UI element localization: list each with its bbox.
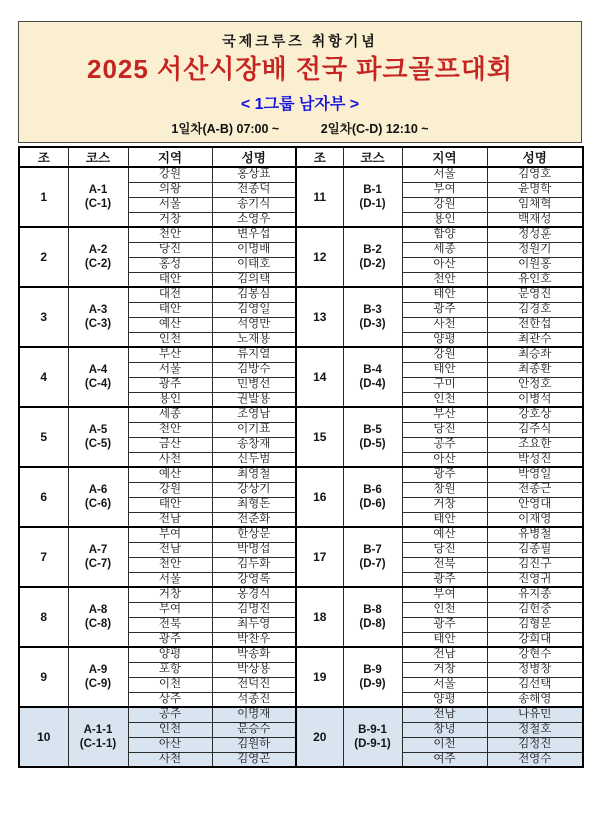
course-day2: (D-9-1) [354, 738, 391, 750]
course-day2: (C-8) [84, 618, 112, 630]
player-name-cell: 이원홍 [487, 257, 583, 272]
player-name-cell: 정성훈 [487, 227, 583, 242]
group-number-cell: 4 [19, 347, 68, 407]
region-cell: 전북 [128, 617, 212, 632]
region-cell: 당진 [128, 242, 212, 257]
group-number-cell: 11 [296, 167, 343, 227]
region-cell: 홍성 [128, 257, 212, 272]
player-name-cell: 권발용 [212, 392, 296, 407]
course-day1: A-8 [88, 604, 108, 616]
player-name-cell: 박영일 [487, 467, 583, 482]
player-name-cell: 이재영 [487, 512, 583, 527]
group-number-cell: 5 [19, 407, 68, 467]
course-day1: A-1 [88, 184, 108, 196]
column-header: 지역 [128, 147, 212, 167]
player-name-cell: 전영수 [487, 752, 583, 767]
course-day2: (D-9) [359, 678, 386, 690]
region-cell: 당진 [402, 542, 487, 557]
column-header: 조 [19, 147, 68, 167]
player-name-cell: 조영남 [212, 407, 296, 422]
region-cell: 양평 [402, 332, 487, 347]
course-day1: B-4 [363, 364, 382, 376]
player-name-cell: 임채혁 [487, 197, 583, 212]
player-name-cell: 김영곤 [212, 752, 296, 767]
group-number-cell: 18 [296, 587, 343, 647]
player-name-cell: 문승수 [212, 722, 296, 737]
player-name-cell: 김의택 [212, 272, 296, 287]
region-cell: 인천 [402, 392, 487, 407]
player-name-cell: 석종진 [212, 692, 296, 707]
player-name-cell: 박명섭 [212, 542, 296, 557]
region-cell: 부산 [402, 407, 487, 422]
course-day1: B-7 [363, 544, 382, 556]
region-cell: 예산 [128, 467, 212, 482]
course-day1: B-6 [363, 484, 382, 496]
region-cell: 의왕 [128, 182, 212, 197]
player-name-cell: 송창재 [212, 437, 296, 452]
group-number-cell: 17 [296, 527, 343, 587]
course-day2: (C-7) [84, 558, 112, 570]
player-name-cell: 전준화 [212, 512, 296, 527]
course-day1: A-3 [88, 304, 108, 316]
region-cell: 천안 [402, 272, 487, 287]
region-cell: 서울 [128, 362, 212, 377]
region-cell: 서울 [402, 167, 487, 182]
player-name-cell: 유지종 [487, 587, 583, 602]
region-cell: 용인 [402, 212, 487, 227]
player-name-cell: 이명배 [212, 242, 296, 257]
region-cell: 예산 [128, 317, 212, 332]
player-name-cell: 한상문 [212, 527, 296, 542]
region-cell: 구미 [402, 377, 487, 392]
course-cell [68, 647, 128, 707]
player-name-cell: 김헌중 [487, 602, 583, 617]
roster-table-head [19, 147, 583, 167]
table-row [19, 407, 583, 422]
region-cell: 창녕 [402, 722, 487, 737]
region-cell: 아산 [402, 257, 487, 272]
player-name-cell: 옹경식 [212, 587, 296, 602]
course-day1: A-2 [88, 244, 108, 256]
course-cell [343, 467, 402, 527]
region-cell: 천안 [128, 422, 212, 437]
player-name-cell: 민병선 [212, 377, 296, 392]
region-cell: 아산 [402, 452, 487, 467]
region-cell: 대전 [128, 287, 212, 302]
player-name-cell: 소영우 [212, 212, 296, 227]
region-cell: 서울 [128, 572, 212, 587]
region-cell: 포항 [128, 662, 212, 677]
player-name-cell: 김선택 [487, 677, 583, 692]
region-cell: 인천 [402, 602, 487, 617]
table-row [19, 227, 583, 242]
player-name-cell: 김봉심 [212, 287, 296, 302]
course-day1: B-3 [363, 304, 382, 316]
group-number-cell: 20 [296, 707, 343, 767]
region-cell: 인천 [128, 332, 212, 347]
region-cell: 강원 [128, 482, 212, 497]
course-day2: (D-2) [359, 258, 386, 270]
region-cell: 거창 [128, 587, 212, 602]
table-row [19, 167, 583, 182]
player-name-cell: 윤명학 [487, 182, 583, 197]
player-name-cell: 김원하 [212, 737, 296, 752]
course-cell [343, 347, 402, 407]
player-name-cell: 최종환 [487, 362, 583, 377]
course-day1: B-5 [363, 424, 382, 436]
player-name-cell: 김정진 [487, 737, 583, 752]
course-cell [68, 287, 128, 347]
region-cell: 광주 [402, 302, 487, 317]
table-row [19, 347, 583, 362]
course-day1: A-1-1 [83, 724, 113, 736]
course-day1: A-6 [88, 484, 108, 496]
player-name-cell: 박상용 [212, 662, 296, 677]
player-name-cell: 강희대 [487, 632, 583, 647]
region-cell: 태안 [128, 497, 212, 512]
player-name-cell: 정원기 [487, 242, 583, 257]
player-name-cell: 이명재 [212, 707, 296, 722]
group-number-cell: 3 [19, 287, 68, 347]
table-row [19, 647, 583, 662]
course-day2: (D-5) [359, 438, 386, 450]
region-cell: 전남 [128, 512, 212, 527]
region-cell: 강원 [402, 197, 487, 212]
group-number-cell: 7 [19, 527, 68, 587]
event-note: 국제크루즈 취항기념 [222, 33, 378, 49]
column-header: 성명 [487, 147, 583, 167]
player-name-cell: 안영대 [487, 497, 583, 512]
course-cell [343, 407, 402, 467]
player-name-cell: 송해영 [487, 692, 583, 707]
course-day2: (C-3) [84, 318, 112, 330]
region-cell: 당진 [402, 422, 487, 437]
region-cell: 상주 [128, 692, 212, 707]
course-day1: B-1 [363, 184, 382, 196]
player-name-cell: 김명진 [212, 602, 296, 617]
player-name-cell: 류지열 [212, 347, 296, 362]
schedule-day2: 2일차(C-D) 12:10 ~ [320, 121, 429, 136]
region-cell: 광주 [402, 572, 487, 587]
course-day2: (D-1) [359, 198, 386, 210]
region-cell: 양평 [128, 647, 212, 662]
course-day2: (D-8) [359, 618, 386, 630]
player-name-cell: 석영만 [212, 317, 296, 332]
player-name-cell: 유인호 [487, 272, 583, 287]
table-row [19, 707, 583, 722]
player-name-cell: 백재성 [487, 212, 583, 227]
region-cell: 사천 [128, 452, 212, 467]
column-header: 조 [296, 147, 343, 167]
region-cell: 태안 [402, 632, 487, 647]
region-cell: 광주 [402, 467, 487, 482]
player-name-cell: 이기표 [212, 422, 296, 437]
roster-table [18, 146, 584, 768]
region-cell: 서울 [128, 197, 212, 212]
table-row [19, 587, 583, 602]
group-number-cell: 14 [296, 347, 343, 407]
group-number-cell: 9 [19, 647, 68, 707]
region-cell: 세종 [402, 242, 487, 257]
player-name-cell: 나유민 [487, 707, 583, 722]
course-cell [343, 647, 402, 707]
player-name-cell: 김종필 [487, 542, 583, 557]
region-cell: 사천 [128, 752, 212, 767]
region-cell: 광주 [402, 617, 487, 632]
group-number-cell: 19 [296, 647, 343, 707]
course-day1: A-5 [88, 424, 108, 436]
course-day2: (C-1-1) [79, 738, 117, 750]
course-cell [68, 227, 128, 287]
player-name-cell: 김진구 [487, 557, 583, 572]
course-cell [68, 467, 128, 527]
player-name-cell: 이병석 [487, 392, 583, 407]
course-day1: A-9 [88, 664, 108, 676]
player-name-cell: 강현수 [487, 647, 583, 662]
player-name-cell: 김영호 [487, 167, 583, 182]
region-cell: 천안 [128, 557, 212, 572]
column-header: 코스 [343, 147, 402, 167]
course-day1: B-8 [363, 604, 382, 616]
region-cell: 부여 [128, 527, 212, 542]
region-cell: 태안 [128, 302, 212, 317]
course-day2: (C-9) [84, 678, 112, 690]
player-name-cell: 신두범 [212, 452, 296, 467]
player-name-cell: 김경호 [487, 302, 583, 317]
region-cell: 태안 [128, 272, 212, 287]
player-name-cell: 김주식 [487, 422, 583, 437]
player-name-cell: 정병창 [487, 662, 583, 677]
player-name-cell: 강영록 [212, 572, 296, 587]
group-number-cell: 8 [19, 587, 68, 647]
course-day1: B-9-1 [358, 724, 387, 736]
column-header-row [19, 147, 583, 167]
player-name-cell: 김영일 [212, 302, 296, 317]
region-cell: 공주 [402, 437, 487, 452]
region-cell: 서울 [402, 677, 487, 692]
player-name-cell: 김두화 [212, 557, 296, 572]
region-cell: 사천 [402, 317, 487, 332]
region-cell: 이천 [402, 737, 487, 752]
region-cell: 태안 [402, 287, 487, 302]
group-number-cell: 2 [19, 227, 68, 287]
region-cell: 예산 [402, 527, 487, 542]
region-cell: 부산 [128, 347, 212, 362]
region-cell: 강원 [402, 347, 487, 362]
course-cell [68, 707, 128, 767]
region-cell: 전북 [402, 557, 487, 572]
region-cell: 전남 [402, 707, 487, 722]
region-cell: 세종 [128, 407, 212, 422]
player-name-cell: 강호상 [487, 407, 583, 422]
player-name-cell: 문영진 [487, 287, 583, 302]
player-name-cell: 최두영 [212, 617, 296, 632]
player-name-cell: 김형문 [487, 617, 583, 632]
region-cell: 부여 [128, 602, 212, 617]
course-cell [68, 527, 128, 587]
group-number-cell: 16 [296, 467, 343, 527]
region-cell: 태안 [402, 362, 487, 377]
player-name-cell: 이태호 [212, 257, 296, 272]
group-division-label: < 1그룹 남자부 > [240, 95, 360, 113]
region-cell: 양평 [402, 692, 487, 707]
player-name-cell: 박송화 [212, 647, 296, 662]
event-header-banner [18, 21, 582, 143]
region-cell: 전남 [402, 647, 487, 662]
region-cell: 아산 [128, 737, 212, 752]
schedule-line [19, 119, 581, 137]
course-day1: B-2 [363, 244, 382, 256]
player-name-cell: 진영귀 [487, 572, 583, 587]
column-header: 지역 [402, 147, 487, 167]
player-name-cell: 조요한 [487, 437, 583, 452]
region-cell: 천안 [128, 227, 212, 242]
region-cell: 공주 [128, 707, 212, 722]
course-day1: B-9 [363, 664, 382, 676]
region-cell: 함양 [402, 227, 487, 242]
group-number-cell: 13 [296, 287, 343, 347]
player-name-cell: 최영철 [212, 467, 296, 482]
player-name-cell: 전한섭 [487, 317, 583, 332]
course-cell [68, 407, 128, 467]
course-day2: (D-7) [359, 558, 386, 570]
player-name-cell: 유병철 [487, 527, 583, 542]
course-day2: (C-2) [84, 258, 112, 270]
course-day2: (C-6) [84, 498, 112, 510]
region-cell: 창원 [402, 482, 487, 497]
region-cell: 광주 [128, 632, 212, 647]
player-name-cell: 홍상표 [212, 167, 296, 182]
course-day2: (D-4) [359, 378, 386, 390]
region-cell: 금산 [128, 437, 212, 452]
course-day2: (C-4) [84, 378, 112, 390]
group-number-cell: 12 [296, 227, 343, 287]
region-cell: 용인 [128, 392, 212, 407]
player-name-cell: 전종근 [487, 482, 583, 497]
table-row [19, 527, 583, 542]
course-cell [343, 227, 402, 287]
course-cell [343, 587, 402, 647]
region-cell: 여주 [402, 752, 487, 767]
course-cell [343, 167, 402, 227]
group-number-cell: 6 [19, 467, 68, 527]
roster-table-body [19, 167, 583, 767]
region-cell: 강원 [128, 167, 212, 182]
player-name-cell: 최형돈 [212, 497, 296, 512]
player-name-cell: 강상기 [212, 482, 296, 497]
course-cell [343, 707, 402, 767]
table-row [19, 467, 583, 482]
course-cell [68, 167, 128, 227]
table-row [19, 287, 583, 302]
course-cell [68, 347, 128, 407]
region-cell: 부여 [402, 587, 487, 602]
column-header: 성명 [212, 147, 296, 167]
region-cell: 광주 [128, 377, 212, 392]
course-day2: (C-1) [84, 198, 112, 210]
player-name-cell: 최관수 [487, 332, 583, 347]
player-name-cell: 전종덕 [212, 182, 296, 197]
course-day1: A-4 [88, 364, 108, 376]
region-cell: 거창 [402, 497, 487, 512]
region-cell: 인천 [128, 722, 212, 737]
player-name-cell: 안정호 [487, 377, 583, 392]
page-title: 2025 서산시장배 전국 파크골프대회 [86, 54, 514, 84]
course-cell [343, 527, 402, 587]
region-cell: 부여 [402, 182, 487, 197]
player-name-cell: 정철호 [487, 722, 583, 737]
course-day2: (D-3) [359, 318, 386, 330]
course-day1: A-7 [88, 544, 108, 556]
course-cell [68, 587, 128, 647]
course-day2: (D-6) [359, 498, 386, 510]
player-name-cell: 노재용 [212, 332, 296, 347]
group-number-cell: 15 [296, 407, 343, 467]
player-name-cell: 변우섭 [212, 227, 296, 242]
group-number-cell: 1 [19, 167, 68, 227]
player-name-cell: 박성진 [487, 452, 583, 467]
region-cell: 거창 [128, 212, 212, 227]
player-name-cell: 송기식 [212, 197, 296, 212]
player-name-cell: 전덕진 [212, 677, 296, 692]
player-name-cell: 박찬우 [212, 632, 296, 647]
player-name-cell: 최승좌 [487, 347, 583, 362]
course-day2: (C-5) [84, 438, 112, 450]
column-header: 코스 [68, 147, 128, 167]
course-cell [343, 287, 402, 347]
region-cell: 이천 [128, 677, 212, 692]
schedule-day1: 1일차(A-B) 07:00 ~ [171, 121, 280, 136]
region-cell: 전남 [128, 542, 212, 557]
region-cell: 거창 [402, 662, 487, 677]
region-cell: 태안 [402, 512, 487, 527]
group-number-cell: 10 [19, 707, 68, 767]
player-name-cell: 김방수 [212, 362, 296, 377]
